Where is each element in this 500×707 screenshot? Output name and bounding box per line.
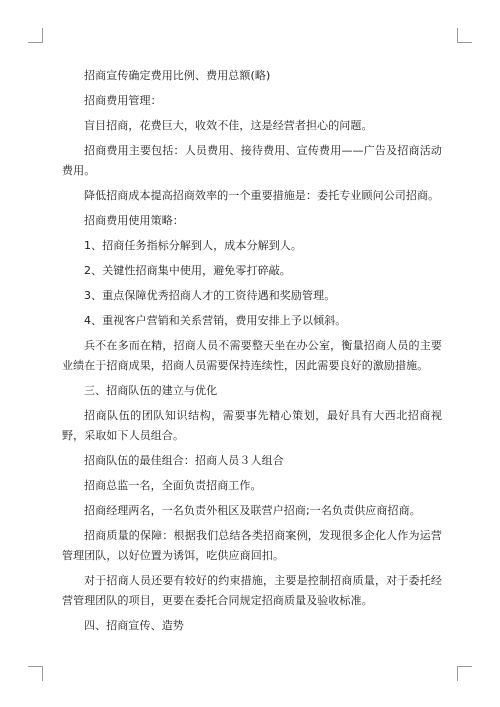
paragraph-cost-components: 招商费用主要包括：人员费用、接待费用、宣传费用——广告及招商活动费用。 (62, 144, 442, 177)
section-heading-team: 三、招商队伍的建立与优化 (84, 384, 218, 397)
paragraph-managers: 招商经理两名，一名负责外租区及联营户招商;一名负责供应商招商。 (84, 504, 421, 517)
paragraph-cost-strategy-heading: 招商费用使用策略： (84, 214, 184, 227)
paragraph-constraint-measures: 对于招商人员还要有较好的约束措施，主要是控制招商质量，对于委托经营管理团队的项目，更要在委托合同规定招商质量及验收标准。 (62, 574, 442, 607)
crop-mark-top-left (28, 28, 43, 43)
paragraph-strategy-4: 4、重视客户营销和关系营销，费用安排上予以倾斜。 (84, 314, 347, 327)
paragraph-strategy-1: 1、招商任务指标分解到人，成本分解到人。 (84, 239, 302, 252)
paragraph-strategy-2: 2、关键性招商集中使用，避免零打碎敲。 (84, 264, 291, 277)
crop-mark-bottom-right (457, 666, 472, 681)
section-heading-promotion: 四、招商宣传、造势 (84, 619, 184, 632)
crop-mark-bottom-left (28, 666, 43, 681)
paragraph-reduce-cost: 降低招商成本提高招商效率的一个重要措施是：委托专业顾问公司招商。 (84, 189, 440, 202)
paragraph-blind-investment: 盲目招商，花费巨大，收效不佳，这是经营者担心的问题。 (84, 119, 373, 132)
paragraph-strategy-3: 3、重点保障优秀招商人才的工资待遇和奖励管理。 (84, 289, 336, 302)
paragraph-best-team: 招商队伍的最佳组合：招商人员３人组合 (84, 454, 284, 467)
document-body (62, 66, 442, 641)
paragraph-cost-management-heading: 招商费用管理： (84, 94, 162, 107)
paragraph-director: 招商总监一名，全面负责招商工作。 (84, 479, 262, 492)
paragraph-team-structure: 招商队伍的团队知识结构，需要事先精心策划，最好具有大西北招商视野，采取如下人员组合。 (62, 409, 442, 442)
paragraph-quality-assurance: 招商质量的保障：根据我们总结各类招商案例，发现很多企化人作为运营管理团队，以好位置为诱饵，吃供应商回扣。 (62, 529, 442, 562)
paragraph-staff-quality: 兵不在多而在精，招商人员不需要整天坐在办公室，衡量招商人员的主要业绩在于招商成果，招商人员需要保持连续性，因此需要良好的激励措施。 (62, 339, 442, 372)
paragraph-promo-budget: 招商宣传确定费用比例、费用总额(略) (84, 69, 271, 82)
crop-mark-top-right (457, 28, 472, 43)
